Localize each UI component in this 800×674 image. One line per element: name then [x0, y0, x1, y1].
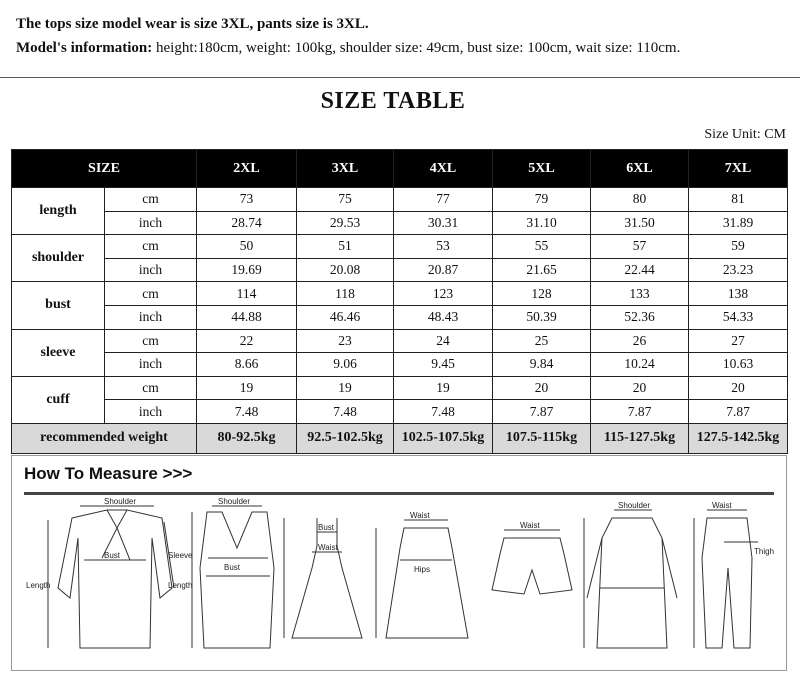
- size-value-cell: 118: [297, 282, 394, 306]
- measurement-row: [12, 188, 788, 212]
- size-col-header: 7XL: [689, 150, 788, 188]
- label-waist-5: Waist: [520, 521, 540, 530]
- unit-cell: cm: [105, 329, 197, 353]
- unit-cell: cm: [105, 376, 197, 400]
- size-value-cell: 50.39: [493, 305, 591, 329]
- size-value-cell: 114: [197, 282, 297, 306]
- size-value-cell: 75: [297, 188, 394, 212]
- label-thigh-7: Thigh: [754, 547, 775, 556]
- size-value-cell: 7.87: [689, 400, 788, 424]
- label-bust-3: Bust: [318, 523, 335, 532]
- measure-illustrations: [12, 498, 788, 670]
- measurement-row: [12, 235, 788, 259]
- size-header-row: [12, 150, 788, 188]
- size-value-cell: 22.44: [591, 258, 689, 282]
- measurement-row: [12, 329, 788, 353]
- vest-figure: [192, 506, 274, 648]
- size-value-cell: 10.24: [591, 353, 689, 377]
- size-value-cell: 9.84: [493, 353, 591, 377]
- unit-cell: inch: [105, 353, 197, 377]
- size-value-cell: 46.46: [297, 305, 394, 329]
- how-to-measure-title: How To Measure >>>: [24, 464, 193, 483]
- divider: [0, 77, 800, 78]
- size-col-header: 5XL: [493, 150, 591, 188]
- recommended-weight-cell: 115-127.5kg: [591, 423, 689, 453]
- size-value-cell: 31.50: [591, 211, 689, 235]
- pants-figure: [694, 510, 758, 648]
- size-value-cell: 20.08: [297, 258, 394, 282]
- measurement-name: bust: [12, 282, 105, 329]
- shorts-figure: [492, 530, 572, 594]
- label-length-2: Length: [168, 581, 193, 590]
- blouse-figure: [48, 506, 174, 648]
- size-value-cell: 77: [394, 188, 493, 212]
- model-info: [0, 0, 800, 80]
- size-value-cell: 73: [197, 188, 297, 212]
- size-value-cell: 57: [591, 235, 689, 259]
- size-value-cell: 128: [493, 282, 591, 306]
- size-value-cell: 19: [394, 376, 493, 400]
- size-col-header: 3XL: [297, 150, 394, 188]
- unit-cell: inch: [105, 258, 197, 282]
- size-header-label: SIZE: [12, 150, 197, 188]
- coat-figure: [584, 510, 677, 648]
- size-value-cell: 21.65: [493, 258, 591, 282]
- unit-cell: inch: [105, 400, 197, 424]
- size-value-cell: 20.87: [394, 258, 493, 282]
- label-waist-3: Waist: [318, 543, 338, 552]
- label-waist-7: Waist: [712, 501, 732, 510]
- measurement-row: [12, 258, 788, 282]
- size-value-cell: 7.48: [394, 400, 493, 424]
- size-col-header: 4XL: [394, 150, 493, 188]
- size-value-cell: 25: [493, 329, 591, 353]
- size-value-cell: 9.45: [394, 353, 493, 377]
- recommended-weight-cell: 80-92.5kg: [197, 423, 297, 453]
- size-value-cell: 55: [493, 235, 591, 259]
- size-unit-label: Size Unit: CM: [704, 127, 786, 142]
- size-value-cell: 51: [297, 235, 394, 259]
- size-value-cell: 54.33: [689, 305, 788, 329]
- size-table: [11, 149, 788, 454]
- size-value-cell: 10.63: [689, 353, 788, 377]
- label-bust-2: Bust: [224, 563, 241, 572]
- size-value-cell: 7.87: [591, 400, 689, 424]
- size-value-cell: 24: [394, 329, 493, 353]
- dress-figure: [284, 518, 362, 638]
- size-value-cell: 19: [297, 376, 394, 400]
- how-to-measure-rule: [24, 492, 774, 495]
- measure-figures: [12, 498, 788, 670]
- how-to-measure-panel: [11, 455, 787, 671]
- size-value-cell: 79: [493, 188, 591, 212]
- size-col-header: 6XL: [591, 150, 689, 188]
- size-value-cell: 30.31: [394, 211, 493, 235]
- recommended-weight-cell: 92.5-102.5kg: [297, 423, 394, 453]
- label-hips-4: Hips: [414, 565, 431, 574]
- size-value-cell: 29.53: [297, 211, 394, 235]
- size-value-cell: 28.74: [197, 211, 297, 235]
- size-value-cell: 48.43: [394, 305, 493, 329]
- unit-cell: cm: [105, 235, 197, 259]
- measurement-row: [12, 376, 788, 400]
- size-value-cell: 9.06: [297, 353, 394, 377]
- label-sleeve: Sleeve: [168, 551, 193, 560]
- measurement-name: sleeve: [12, 329, 105, 376]
- size-value-cell: 123: [394, 282, 493, 306]
- size-value-cell: 80: [591, 188, 689, 212]
- unit-cell: inch: [105, 211, 197, 235]
- size-value-cell: 59: [689, 235, 788, 259]
- size-value-cell: 81: [689, 188, 788, 212]
- size-value-cell: 138: [689, 282, 788, 306]
- size-value-cell: 20: [493, 376, 591, 400]
- size-value-cell: 7.87: [493, 400, 591, 424]
- recommended-weight-cell: 102.5-107.5kg: [394, 423, 493, 453]
- measurement-name: length: [12, 188, 105, 235]
- recommended-weight-label: recommended weight: [12, 423, 197, 453]
- label-length: Length: [26, 581, 51, 590]
- size-value-cell: 31.10: [493, 211, 591, 235]
- size-value-cell: 7.48: [297, 400, 394, 424]
- size-value-cell: 19: [197, 376, 297, 400]
- label-shoulder-2: Shoulder: [218, 498, 251, 506]
- size-value-cell: 23: [297, 329, 394, 353]
- size-value-cell: 20: [689, 376, 788, 400]
- size-value-cell: 133: [591, 282, 689, 306]
- recommended-weight-row: [12, 423, 788, 453]
- size-value-cell: 8.66: [197, 353, 297, 377]
- model-info-text: height:180cm, weight: 100kg, shoulder size: 49cm, bust size: 100cm, wait size: 110cm.: [152, 40, 681, 56]
- label-bust: Bust: [104, 551, 121, 560]
- measurement-name: cuff: [12, 376, 105, 423]
- size-value-cell: 52.36: [591, 305, 689, 329]
- measurement-row: [12, 305, 788, 329]
- page-title: SIZE TABLE: [320, 88, 466, 114]
- unit-cell: cm: [105, 282, 197, 306]
- measurement-row: [12, 282, 788, 306]
- model-info-label: Model's information:: [16, 40, 153, 56]
- label-shoulder: Shoulder: [104, 498, 137, 506]
- recommended-weight-cell: 107.5-115kg: [493, 423, 591, 453]
- measurement-row: [12, 400, 788, 424]
- unit-cell: inch: [105, 305, 197, 329]
- size-value-cell: 27: [689, 329, 788, 353]
- recommended-weight-cell: 127.5-142.5kg: [689, 423, 788, 453]
- measurement-row: [12, 211, 788, 235]
- size-col-header: 2XL: [197, 150, 297, 188]
- size-value-cell: 19.69: [197, 258, 297, 282]
- size-value-cell: 31.89: [689, 211, 788, 235]
- unit-cell: cm: [105, 188, 197, 212]
- label-waist-4: Waist: [410, 511, 430, 520]
- label-shoulder-6: Shoulder: [618, 501, 651, 510]
- size-value-cell: 20: [591, 376, 689, 400]
- size-value-cell: 53: [394, 235, 493, 259]
- size-value-cell: 23.23: [689, 258, 788, 282]
- size-value-cell: 50: [197, 235, 297, 259]
- measurement-row: [12, 353, 788, 377]
- measurement-name: shoulder: [12, 235, 105, 282]
- size-value-cell: 44.88: [197, 305, 297, 329]
- size-value-cell: 26: [591, 329, 689, 353]
- model-measurements: [16, 40, 680, 57]
- size-value-cell: 22: [197, 329, 297, 353]
- size-value-cell: 7.48: [197, 400, 297, 424]
- model-wear-note: The tops size model wear is size 3XL, pants size is 3XL.: [16, 16, 369, 32]
- skirt-figure: [376, 520, 468, 638]
